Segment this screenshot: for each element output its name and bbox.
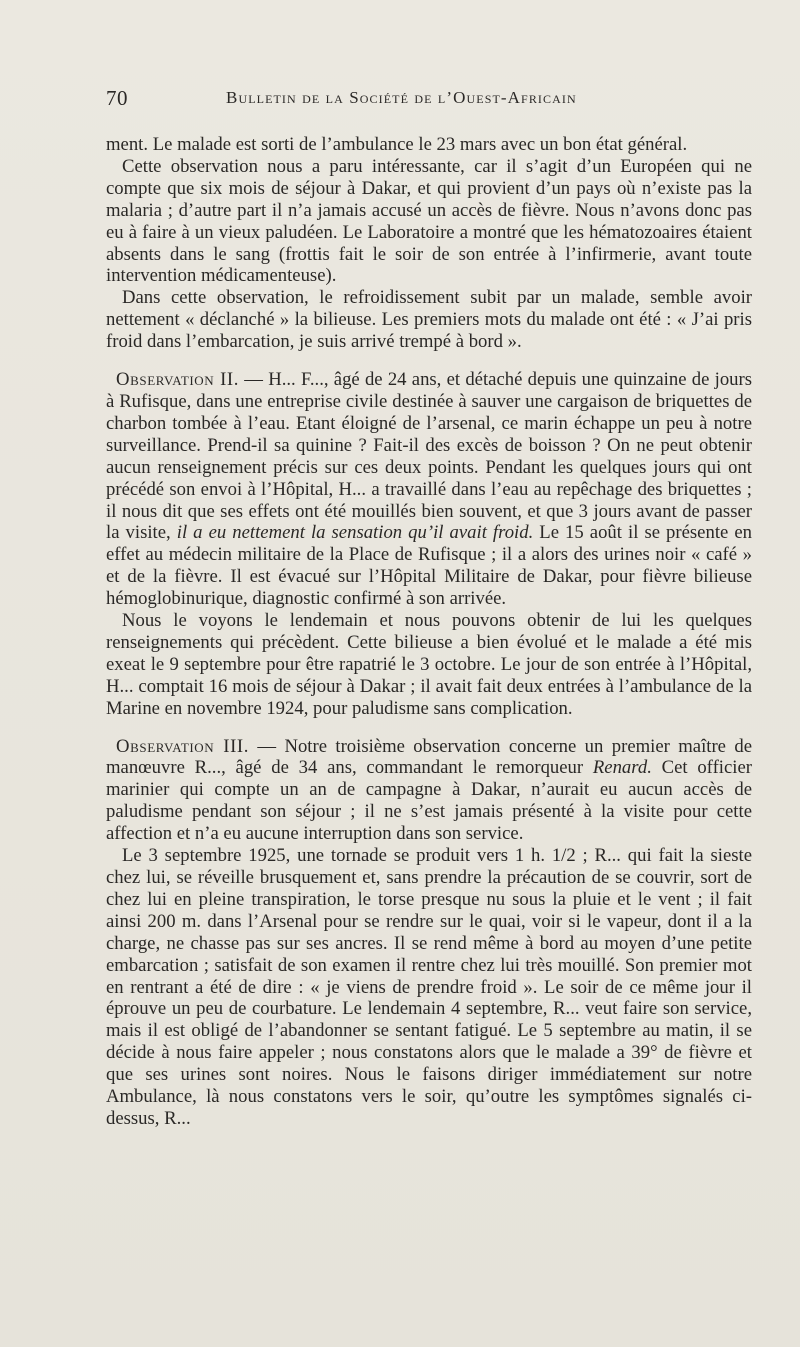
paragraph-text: Cet officier marinier qui compte un an de campagne à Dakar, n’aurait eu aucun accès de paludisme pendant son séjour ; il ne s’est jamais présenté à la visite pour cette affection et n’a eu aucune interruption dans son service. (106, 757, 752, 845)
paragraph-text: Cette observation nous a paru intéressante, car il s’agit d’un Européen qui ne compte que six mois de séjour à Dakar, et qui provient d’un pays où n’existe pas la malaria ; d’autre part il n’a jamais accusé un accès de fièvre. Nous n’avons donc pas eu à faire à un vieux paludéen. Le Laboratoire a montré que les hématozoaires étaient absents dans le sang (frottis fait le soir de son entrée à l’infirmerie, avant toute intervention médicamenteuse). (106, 155, 752, 287)
paragraph-narrative (106, 845, 752, 1130)
observation-3 (106, 736, 752, 846)
emphasis-text: Renard. (592, 757, 652, 779)
paragraph-text: Le 3 septembre 1925, une tornade se produit vers 1 h. 1/2 ; R... qui fait la sieste chez lui, se réveille brusquement et, sans prendre la précaution de se couvrir, sort de chez lui en pleine transpiration, le torse presque nu sous la pluie et le vent ; il fait ainsi 200 m. dans l’Arsenal pour se rendre sur le quai, voir si le vapeur, dont il a la charge, ne chasse pas sur ses ancres. Il se rend même à bord au moyen d’une petite embarcation ; satisfait de son examen il rentre chez lui très mouillé. Son premier mot en rentrant a été de dire : « je viens de prendre froid ». Le soir de ce même jour il éprouve un peu de courbature. Le lendemain 4 septembre, R... veut faire son service, mais il est obligé de l’abandonner se sentant fatigué. Le 5 septembre au matin, il se décide à nous faire appeler ; nous constatons alors que le malade a 39° de fièvre et que ses urines sont noires. Nous le faisons diriger immédiatement sur notre Ambulance, là nous constatons vers le soir, qu’outre les symptômes signalés ci-dessus, R... (106, 845, 752, 1129)
paragraph-text: Nous le voyons le lendemain et nous pouvons obtenir de lui les quelques renseignements qui précèdent. Cette bilieuse a bien évolué et le malade a été mis exeat le 9 septembre pour être rapatrié le 3 octobre. Le jour de son entrée à l’Hôpital, H... comptait 16 mois de séjour à Dakar ; il avait fait deux entrées à l’ambulance de la Marine en novembre 1924, pour paludisme sans complication. (106, 610, 752, 719)
running-title: Bulletin de la Société de l’Ouest-Africain (226, 88, 577, 107)
paragraph-text: — Notre troisième observation concerne un premier maître de manœuvre R..., âgé de 34 ans, commandant le remorqueur (106, 735, 752, 779)
paragraph-followup (106, 610, 752, 720)
observation-label: Observation II. (116, 369, 240, 391)
paragraph-continuation (106, 134, 752, 156)
page-header (106, 86, 746, 116)
paragraph-text: Le 15 août il se présente en effet au médecin militaire de la Place de Rufisque ; il a alors des urines noir « café » et de la fièvre. Il est évacué sur l’Hôpital Militaire de Dakar, pour fièvre bilieuse hémoglobinurique, diagnostic confirmé à son arrivée. (106, 522, 752, 610)
body-text (106, 134, 752, 1130)
paragraph-text: — H... F..., âgé de 24 ans, et détaché depuis une quinzaine de jours à Rufisque, dans une entreprise civile destinée à sauver une cargaison de briquettes de charbon tombée à l’eau. Etant éloigné de l’arsenal, ce marin échappe un peu à notre surveillance. Prend-il sa quinine ? Fait-il des excès de boisson ? On ne peut obtenir aucun renseignement précis sur ces deux points. Pendant les quelques jours qui ont précédé son envoi à l’Hôpital, H... a travaillé dans l’eau au repêchage des briquettes ; il nous dit que ses effets ont été mouillés bien souvent, et que 3 jours avant de passer la visite, (106, 369, 753, 544)
paragraph-text: ment. Le malade est sorti de l’ambulance le 23 mars avec un bon état général. (106, 134, 688, 155)
page-number: 70 (106, 86, 128, 110)
paragraph-commentary (106, 156, 752, 287)
observation-label: Observation III. (116, 735, 249, 757)
emphasis-text: il a eu nettement la sensation qu’il avait froid. (176, 522, 534, 544)
paragraph-text: Dans cette observation, le refroidissement subit par un malade, semble avoir nettement « déclanché » la bilieuse. Les premiers mots du malade ont été : « J’ai pris froid dans l’embarcation, je suis arrivé trempé à bord ». (106, 287, 752, 353)
paragraph-conclusion (106, 287, 752, 353)
observation-2 (106, 369, 752, 610)
